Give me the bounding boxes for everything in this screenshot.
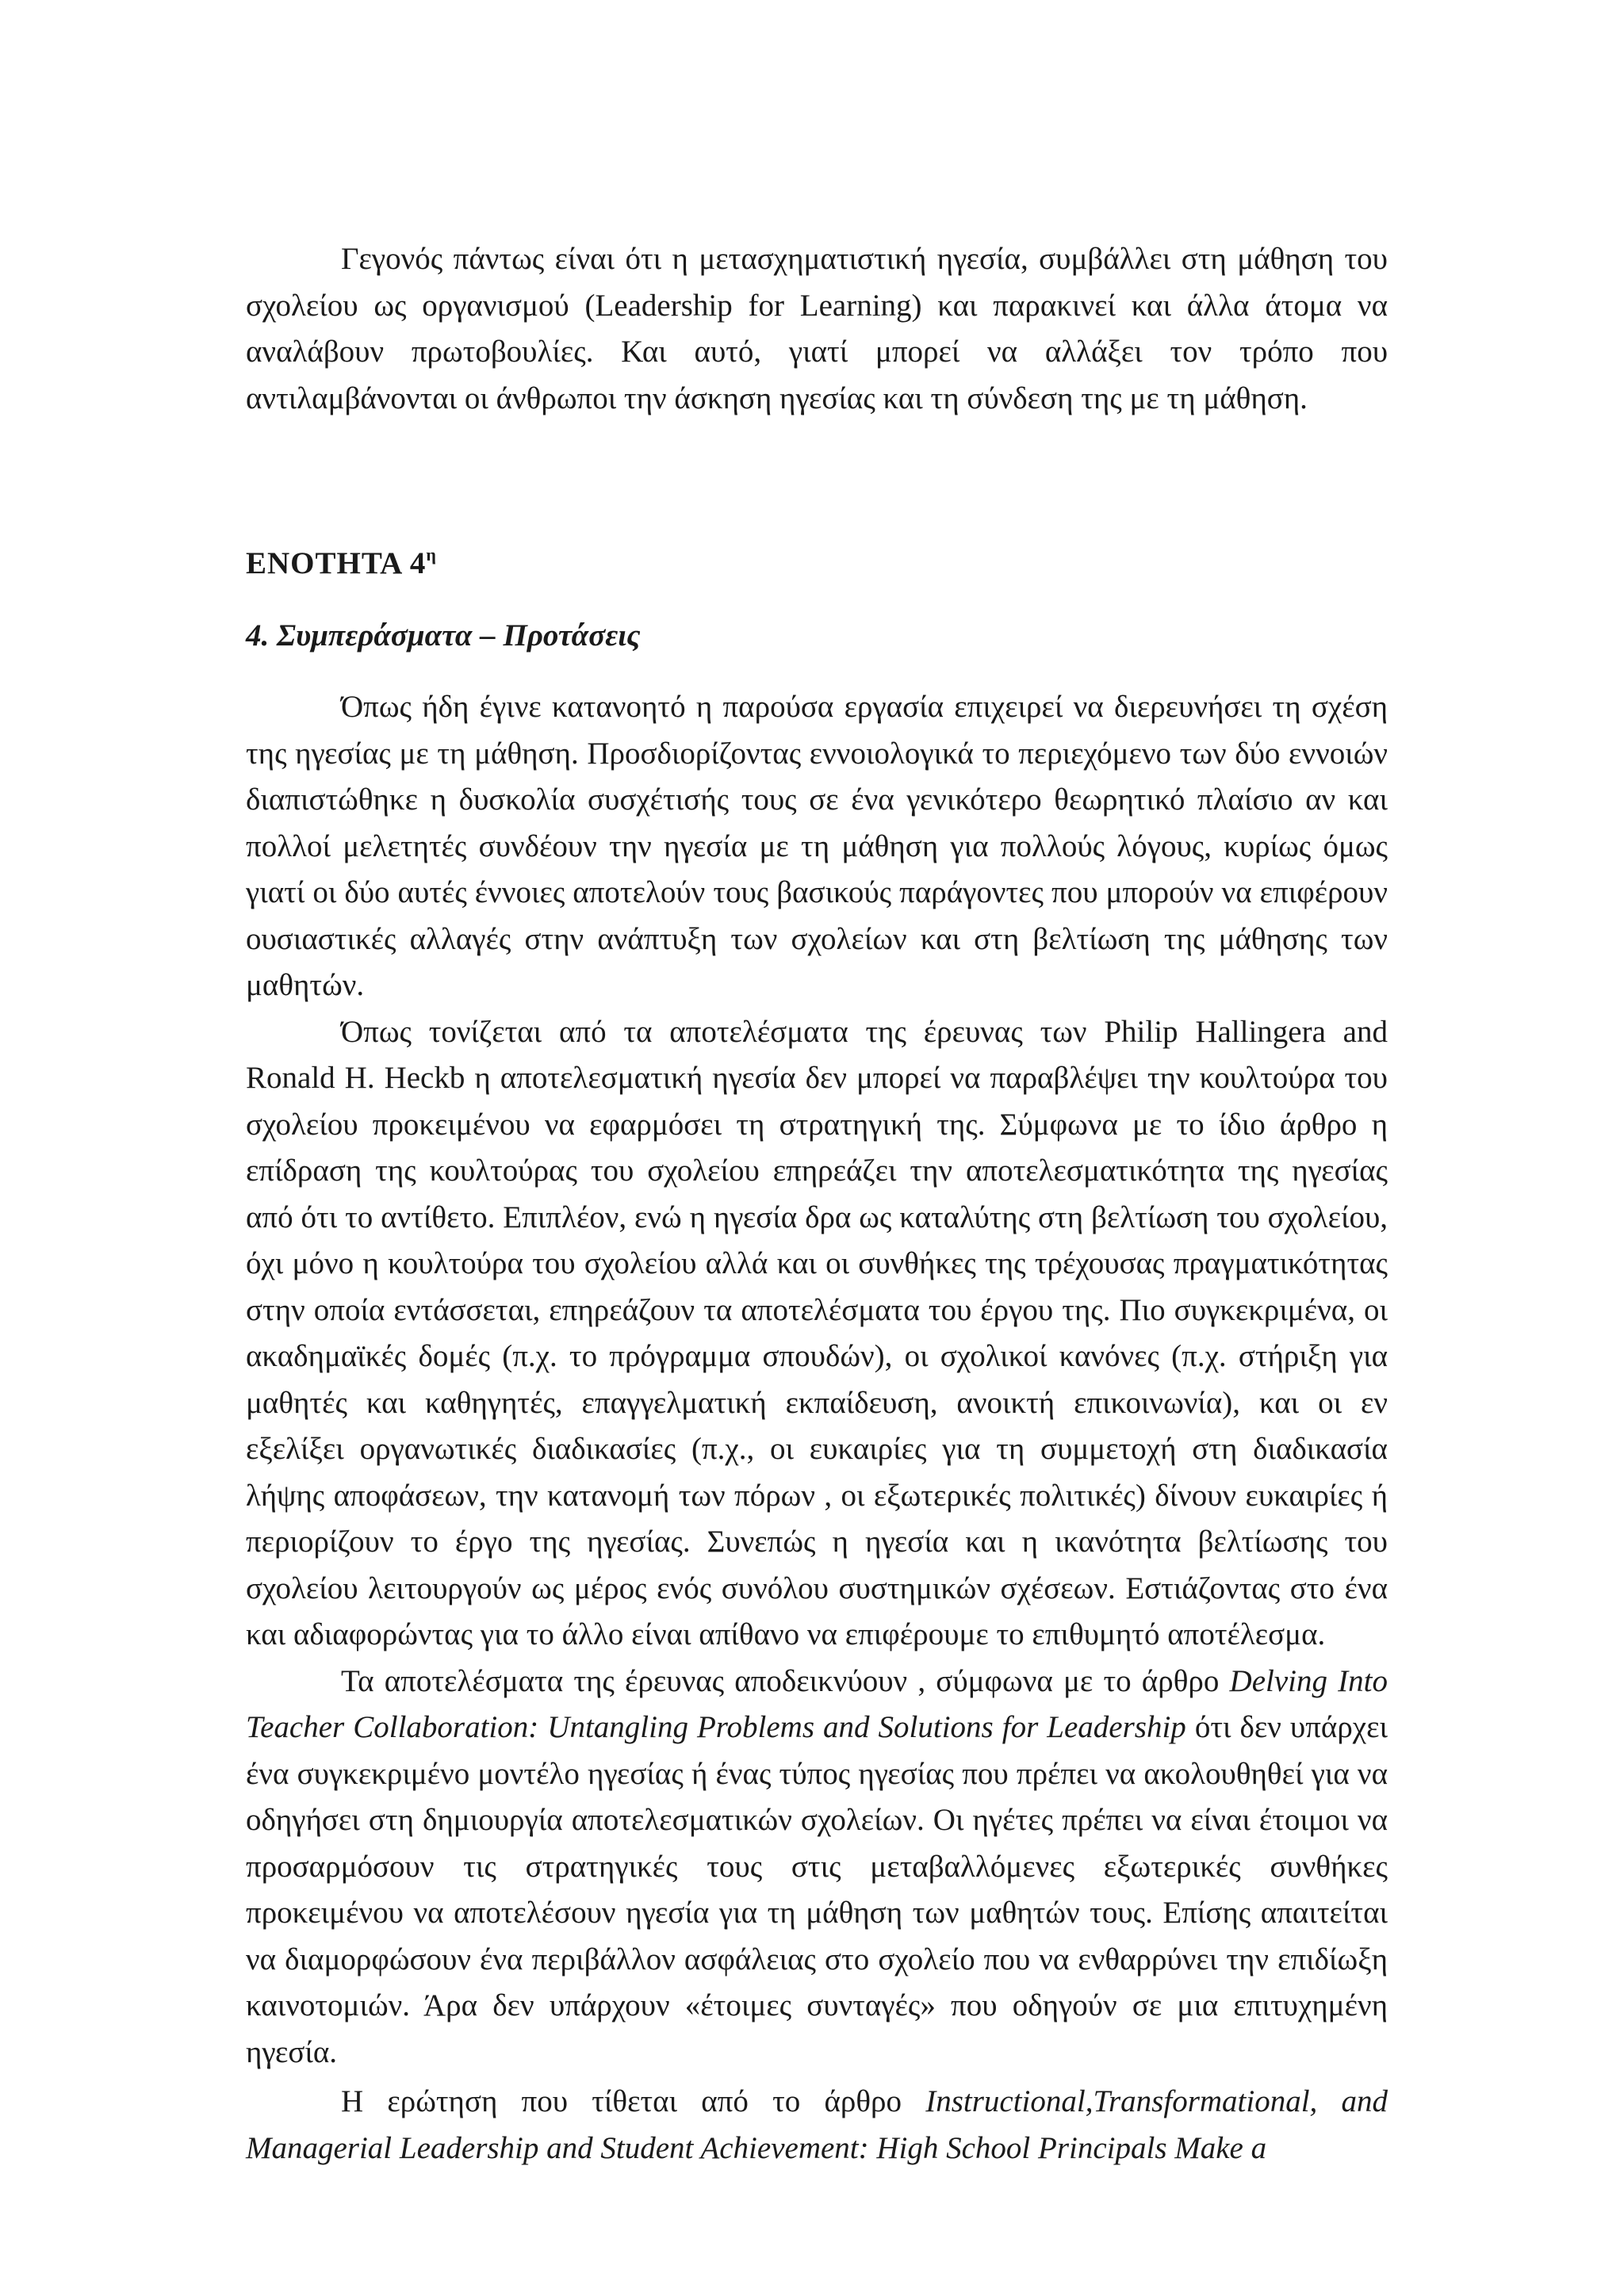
article-title-delving: Delving Into Teacher Collaboration: Untangling Problems and Solutions for Leadership — [246, 1663, 1388, 1744]
document-page — [246, 236, 1388, 2172]
paragraph-hallinger-heck: Όπως τονίζεται από τα αποτελέσματα της έρευνας των Philip Hallingera and Ronald H. Heckb η αποτελεσματική ηγεσία δεν μπορεί να παραβλέψει την κουλτούρα του σχολείου προκειμένου να εφαρμόσει τη στρατηγική της. Σύμφωνα με το ίδιο άρθρο η επίδραση της κουλτούρας του σχολείου επηρεάζει την αποτελεσματικότητα της ηγεσίας από ότι το αντίθετο. Επιπλέον, ενώ η ηγεσία δρα ως καταλύτης στη βελτίωση του σχολείου, όχι μόνο η κουλτούρα του σχολείου αλλά και οι συνθήκες της τρέχουσας πραγματικότητας στην οποία εντάσσεται, επηρεάζουν τα αποτελέσματα του έργου της. Πιο συγκεκριμένα, οι ακαδημαϊκές δομές (π.χ. το πρόγραμμα σπουδών), οι σχολικοί κανόνες (π.χ. στήριξη για μαθητές και καθηγητές, επαγγελματική εκπαίδευση, ανοικτή επικοινωνία), και οι εν εξελίξει οργανωτικές διαδικασίες (π.χ., οι ευκαιρίες για τη συμμετοχή στη διαδικασία λήψης αποφάσεων, την κατανομή των πόρων , οι εξωτερικές πολιτικές) δίνουν ευκαιρίες ή περιορίζουν το έργο της ηγεσίας. Συνεπώς η ηγεσία και η ικανότητα βελτίωσης του σχολείου λειτουργούν ως μέρος ενός συνόλου συστημικών σχέσεων. Εστιάζοντας στο ένα και αδιαφορώντας για το άλλο είναι απίθανο να επιφέρουμε το επιθυμητό αποτέλεσμα. — [246, 1014, 1388, 1651]
paragraph-teacher-collaboration-end: ότι δεν υπάρχει ένα συγκεκριμένο μοντέλο ηγεσίας ή ένας τύπος ηγεσίας που πρέπει να ακολουθηθεί για να οδηγήσει στη δημιουργία αποτελεσματικών σχολείων. Οι ηγέτες πρέπει να είναι έτοιμοι να προσαρμόσουν τις στρατηγικές τους στις μεταβαλλόμενες εξωτερικές συνθήκες προκειμένου να αποτελέσουν ηγεσία για τη μάθηση των μαθητών τους. Επίσης απαιτείται να διαμορφώσουν ένα περιβάλλον ασφάλειας στο σχολείο που να ενθαρρύνει την επιδίωξη καινοτομιών. Άρα δεν υπάρχουν «έτοιμες συνταγές» που οδηγούν σε μια επιτυχημένη ηγεσία. — [246, 1710, 1388, 2069]
section-heading-superscript: η — [426, 545, 437, 564]
paragraph-teacher-collaboration-start: Τα αποτελέσματα της έρευνας αποδεικνύουν , σύμφωνα με το άρθρο — [341, 1663, 1230, 1698]
article-title-instructional: Instructional,Transformational, and Managerial Leadership and Student Achievement: High School Principals Make a — [246, 2084, 1388, 2165]
paragraph-question — [246, 2079, 1388, 2172]
paragraph-transformational-leadership: Γεγονός πάντως είναι ότι η μετασχηματιστική ηγεσία, συμβάλλει στη μάθηση του σχολείου ως οργανισμού (Leadership for Learning) και παρακινεί και άλλα άτομα να αναλάβουν πρωτοβουλίες. Και αυτό, γιατί μπορεί να αλλάξει τον τρόπο που αντιλαμβάνονται οι άνθρωποι την άσκηση ηγεσίας και τη σύνδεση της με τη μάθηση. — [246, 242, 1388, 415]
section-heading — [246, 541, 1388, 587]
paragraph-teacher-collaboration — [246, 1659, 1388, 2076]
section-heading-text: ΕΝΟΤΗΤΑ 4 — [246, 546, 427, 580]
paragraph-question-start: Η ερώτηση που τίθεται από το άρθρο — [341, 2084, 926, 2118]
subheading-conclusions: 4. Συμπεράσματα – Προτάσεις — [246, 618, 641, 652]
paragraph-conclusions-intro: Όπως ήδη έγινε κατανοητό η παρούσα εργασία επιχειρεί να διερευνήσει τη σχέση της ηγεσίας με τη μάθηση. Προσδιορίζοντας εννοιολογικά το περιεχόμενο των δύο εννοιών διαπιστώθηκε η δυσκολία συσχέτισής τους σε ένα γενικότερο θεωρητικό πλαίσιο αν και πολλοί μελετητές συνδέουν την ηγεσία με τη μάθηση για πολλούς λόγους, κυρίως όμως γιατί οι δύο αυτές έννοιες αποτελούν τους βασικούς παράγοντες που μπορούν να επιφέρουν ουσιαστικές αλλαγές στην ανάπτυξη των σχολείων και στη βελτίωση της μάθησης των μαθητών. — [246, 690, 1388, 1002]
